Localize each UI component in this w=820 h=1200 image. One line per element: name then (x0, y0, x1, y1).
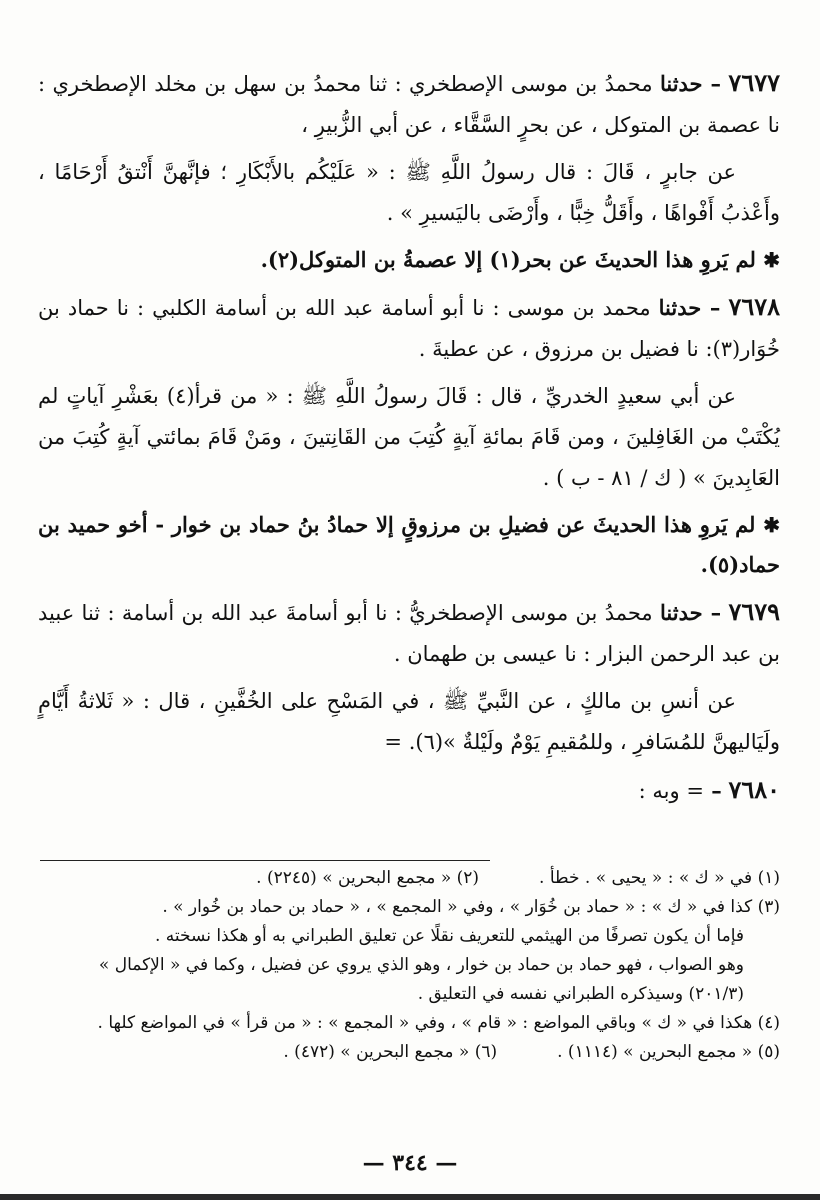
footnote-5: (٥) « مجمع البحرين » (١١١٤) . (557, 1042, 780, 1062)
hadith-number: ٧٦٧٧ (728, 68, 780, 97)
hadith-chain: ٧٦٧٩ – حدثنا محمدُ بن موسى الإصطخريُّ : نا أبو أسامةَ عبد الله بن أسامة : ثنا عبيد بن عبد الرحمن البزار : نا عيسى بن طهمان . (38, 597, 781, 666)
hadith-chain: ٧٦٧٧ – حدثنا محمدُ بن موسى الإصطخري : ثنا محمدُ بن سهل بن مخلد الإصطخري : نا عصمة بن المتوكل ، عن بحرٍ السَّقَّاء ، عن أبي الزُّبيرِ ، (38, 68, 780, 137)
hadith-chain: ٧٦٧٨ – حدثنا محمد بن موسى : نا أبو أسامة عبد الله بن أسامة الكلبي : نا حماد بن خُوَار(٣): نا فضيل بن مرزوق ، عن عطيةَ . (38, 292, 780, 361)
hadith-lead: حدثنا (659, 71, 703, 96)
hadith-matn: عن أنسِ بن مالكٍ ، عن النَّبيِّ ﷺ ، في المَسْحِ على الخُفَّينِ ، قال : « ثَلاثةُ أَيَّامٍ ولَيَاليهنَّ للمُسَافرِ ، وللمُقيمِ يَوْمٌ ولَيْلةٌ »(٦). = (38, 689, 780, 754)
hadith-7680 (38, 769, 780, 812)
hadith-chain-text: محمدُ بن موسى الإصطخري : ثنا محمدُ بن سهل بن مخلد الإصطخري : نا عصمة بن المتوكل ، عن بحرٍ السَّقَّاء ، عن أبي الزُّبيرِ ، (38, 72, 780, 137)
footnote-1: (١) في « ك » : « يحيى » . خطأ . (539, 868, 780, 888)
hadith-lead: حدثنا (658, 295, 702, 320)
footnote-2: (٢) « مجمع البحرين » (٢٢٤٥) . (256, 868, 480, 888)
hadith-note: ✱ لم يَروِ هذا الحديثَ عن بحر(١) إلا عصمةُ بن المتوكل(٢). (260, 247, 780, 272)
footnote-3-continuation: فإما أن يكون تصرفًا من الهيثمي للتعريف نقلًا عن تعليق الطبراني به أو هكذا نسخته . (155, 926, 744, 946)
hadith-chain-text: محمد بن موسى : نا أبو أسامة عبد الله بن أسامة الكلبي : نا حماد بن خُوَار(٣): نا فضيل بن مرزوق ، عن عطيةَ . (38, 296, 780, 361)
hadith-chain-text: محمدُ بن موسى الإصطخريُّ : نا أبو أسامةَ عبد الله بن أسامة : ثنا عبيد بن عبد الرحمن البزار : نا عيسى بن طهمان . (38, 601, 780, 666)
star-icon: ✱ (763, 513, 781, 537)
hadith-7677 (38, 62, 780, 280)
hadith-note: ✱ لم يَروِ هذا الحديثَ عن فضيلِ بن مرزوقٍ إلا حمادُ بنُ حماد بن خوار - أخو حميد بن حماد(٥). (38, 512, 781, 577)
footnote-4: (٤) هكذا في « ك » وباقي المواضع : « قام » ، وفي « المجمع » : « من قرأ » في المواضع كلها . (97, 1013, 780, 1033)
page-bottom-edge (0, 1194, 820, 1200)
hadith-lead: حدثنا (660, 600, 703, 625)
main-text (38, 62, 780, 818)
hadith-7678 (38, 286, 780, 585)
footnote-3: (٣) كذا في « ك » : « حماد بن خُوَار » ، وفي « المجمع » ، « حماد بن حماد بن خُوار » . (162, 897, 780, 917)
hadith-number: ٧٦٨٠ (728, 775, 780, 804)
hadith-number: ٧٦٧٩ (728, 597, 781, 626)
hadith-number: ٧٦٧٨ (728, 292, 780, 321)
footnote-row (38, 1038, 780, 1067)
footnote-6: (٦) « مجمع البحرين » (٤٧٢) . (283, 1042, 498, 1062)
page-number: — ٣٤٤ — (362, 1150, 458, 1176)
footnotes (38, 864, 780, 1067)
hadith-chain-text: = وبه : (638, 779, 704, 803)
footnote-divider (40, 860, 490, 861)
footnote-3-continuation: وهو الصواب ، فهو حماد بن حماد بن خوار ، وهو الذي يروي عن فضيل ، وكما في « الإكمال » (٢٠١/٣) وسيذكره الطبراني نفسه في التعليق . (98, 955, 744, 1004)
hadith-matn: عن أبي سعيدٍ الخدريِّ ، قال : قَالَ رسولُ اللَّهِ ﷺ : « من قرأ(٤) بعَشْرِ آياتٍ لم يُكْتَبْ من الغَافِلينَ ، ومن قَامَ بمائةِ آيةٍ كُتِبَ من القَانِتينَ ، ومَنْ قَامَ بمائتي آيةٍ كُتِبَ من العَابِدينَ » ( ك / ٨١ - ب ) . (38, 384, 780, 490)
footnote-row (38, 864, 780, 893)
star-icon: ✱ (763, 248, 780, 272)
hadith-chain: ٧٦٨٠ – = وبه : (638, 775, 780, 804)
hadith-matn: عن جابرٍ ، قَالَ : قال رسولُ اللَّهِ ﷺ : « عَلَيْكُم بالأَبْكَارِ ؛ فإنَّهنَّ أَنْتقُ أَرْحَامًا ، وأَعْذبُ أَفْواهًا ، وأَقَلُّ خِبًّا ، وأَرْضَى باليَسيرِ » . (38, 160, 780, 225)
hadith-7679 (38, 591, 780, 763)
